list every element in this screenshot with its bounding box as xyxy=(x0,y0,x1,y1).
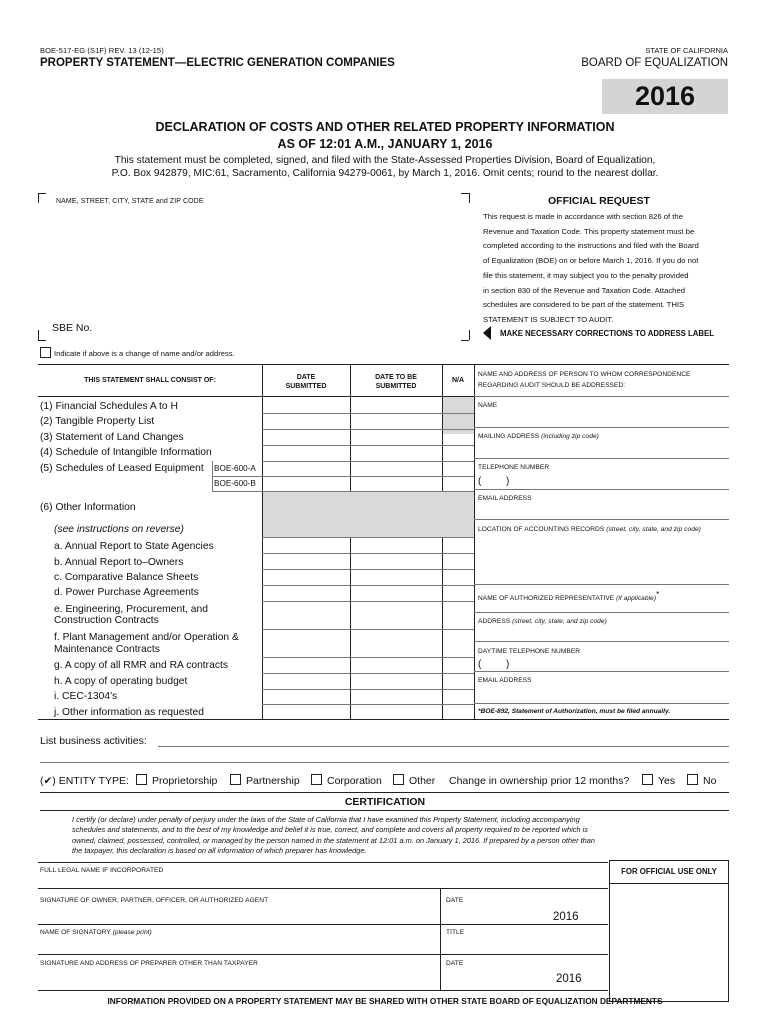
telephone-label: TELEPHONE NUMBER xyxy=(478,464,550,471)
col-date-to-be-submitted: DATE TO BE SUBMITTED xyxy=(375,374,417,390)
boe-600-a: BOE-600-A xyxy=(214,464,256,473)
no-label: No xyxy=(703,775,717,787)
consist-header: THIS STATEMENT SHALL CONSIST OF: xyxy=(84,377,216,384)
date-year-1: 2016 xyxy=(553,911,579,923)
sub-item-f-cont: Maintenance Contracts xyxy=(54,644,160,655)
certification-text: I certify (or declare) under penalty of perjury under the laws of the State of California that I have examined this Property Statement, including accompanying schedules and statements, and to the best of my knowledge and belief it is true, correct, and complete and covers all property required to be reported which is owned, claimed, possessed, controlled, or managed by the person named in the statement at 12:01 a.m. on January 1, 2016. If prepared by a person other than the taxpayer, this declaration is based on all information of which preparer has knowledge. xyxy=(72,815,596,856)
declaration-title: DECLARATION OF COSTS AND OTHER RELATED PROPERTY INFORMATION xyxy=(155,120,615,134)
corporation-label: Corporation xyxy=(327,775,382,787)
change-label: Indicate if above is a change of name and/or address. xyxy=(54,349,235,358)
form-title: PROPERTY STATEMENT—ELECTRIC GENERATION COMPANIES xyxy=(40,57,395,69)
auth-rep-label: NAME OF AUTHORIZED REPRESENTATIVE (if applicable)* xyxy=(478,590,660,603)
phone2-paren-open: ( xyxy=(478,659,482,670)
address-rep-label: ADDRESS (street, city, state, and zip code) xyxy=(478,618,607,625)
corporation-checkbox[interactable] xyxy=(311,774,322,785)
no-checkbox[interactable] xyxy=(687,774,698,785)
correspondence-header-1: NAME AND ADDRESS OF PERSON TO WHOM CORRESPONDENCE xyxy=(478,371,691,378)
boe892-note: *BOE-892, Statement of Authorization, must be filed annually. xyxy=(478,708,671,715)
col-date-submitted: DATE SUBMITTED xyxy=(285,374,327,390)
proprietorship-label: Proprietorship xyxy=(152,775,218,787)
proprietorship-checkbox[interactable] xyxy=(136,774,147,785)
mailing-label: MAILING ADDRESS (including zip code) xyxy=(478,433,599,440)
declaration-subtitle: AS OF 12:01 A.M., JANUARY 1, 2016 xyxy=(277,137,493,151)
signature-label: SIGNATURE OF OWNER, PARTNER, OFFICER, OR AUTHORIZED AGENT xyxy=(40,897,269,904)
yes-checkbox[interactable] xyxy=(642,774,653,785)
sub-item-i: i. CEC-1304's xyxy=(54,691,118,702)
daytime-phone-label: DAYTIME TELEPHONE NUMBER xyxy=(478,648,581,655)
item-intangible: (4) Schedule of Intangible Information xyxy=(40,447,212,458)
yes-label: Yes xyxy=(658,775,676,787)
arrow-left-icon xyxy=(482,326,492,340)
item-other-information: (6) Other Information xyxy=(40,502,136,513)
item-land-changes: (3) Statement of Land Changes xyxy=(40,432,184,443)
email2-label: EMAIL ADDRESS xyxy=(478,677,532,684)
ownership-change-question: Change in ownership prior 12 months? xyxy=(449,775,630,787)
col-na: N/A xyxy=(451,377,465,384)
see-instructions: (see instructions on reverse) xyxy=(54,524,184,535)
item-tangible-property: (2) Tangible Property List xyxy=(40,416,155,427)
sub-item-f: f. Plant Management and/or Operation & xyxy=(54,632,239,643)
official-use-box xyxy=(609,860,729,1002)
certification-title: CERTIFICATION xyxy=(344,796,426,808)
business-activities-label: List business activities: xyxy=(40,735,147,747)
sub-item-g: g. A copy of all RMR and RA contracts xyxy=(54,660,228,671)
date-year-2: 2016 xyxy=(556,973,582,985)
agency-label: BOARD OF EQUALIZATION xyxy=(581,57,728,69)
sbe-label: SBE No. xyxy=(52,322,93,334)
name-label: NAME xyxy=(478,402,498,409)
official-request-title: OFFICIAL REQUEST xyxy=(548,195,650,207)
business-activities-line[interactable] xyxy=(158,746,729,747)
other-label: Other xyxy=(409,775,436,787)
signatory-label: NAME OF SIGNATORY (please print) xyxy=(40,929,152,936)
state-label: STATE OF CALIFORNIA xyxy=(645,46,728,55)
title-label: TITLE xyxy=(446,929,465,936)
year: 2016 xyxy=(634,81,696,111)
entity-type-label: (✔) ENTITY TYPE: xyxy=(40,775,129,787)
form-id: BOE-517-EG (S1F) REV. 13 (12-15) xyxy=(40,46,164,55)
date-label-1: DATE xyxy=(446,897,464,904)
official-request-text: This request is made in accordance with section 826 of the Revenue and Taxation Code. This property statement must be completed according to the instructions and filed with the Board of Equalization (BOE) on or before March 1, 2016. If you do not file this statement, it may subject you to the penalty provided in section 830 of the Revenue and Taxation Code. Attached schedules are considered to be part of the statement. THIS STATEMENT IS SUBJECT TO AUDIT. xyxy=(483,212,699,324)
item-financial-schedules: (1) Financial Schedules A to H xyxy=(40,401,178,412)
location-label: LOCATION OF ACCOUNTING RECORDS (street, city, state, and zip code) xyxy=(478,526,701,533)
partnership-checkbox[interactable] xyxy=(230,774,241,785)
phone-paren-close: ) xyxy=(506,476,510,487)
sub-item-e: e. Engineering, Procurement, and xyxy=(54,604,208,615)
sub-item-d: d. Power Purchase Agreements xyxy=(54,587,199,598)
footer-notice: INFORMATION PROVIDED ON A PROPERTY STATEMENT MAY BE SHARED WITH OTHER STATE BOARD OF EQUALIZATION DEPARTMENTS xyxy=(107,996,663,1006)
partnership-label: Partnership xyxy=(246,775,300,787)
other-checkbox[interactable] xyxy=(393,774,404,785)
legal-name-label: FULL LEGAL NAME IF INCORPORATED xyxy=(40,867,164,874)
sub-item-e-cont: Construction Contracts xyxy=(54,615,159,626)
intro-line-1: This statement must be completed, signed, and filed with the State-Assessed Properties Division, Board of Equalization, xyxy=(114,155,656,166)
item-leased-equipment: (5) Schedules of Leased Equipment xyxy=(40,463,204,474)
intro-line-2: P.O. Box 942879, MIC:61, Sacramento, California 94279-0061, by March 1, 2016. Omit cents; round to the nearest dollar. xyxy=(111,168,659,179)
date-label-2: DATE xyxy=(446,960,464,967)
email-label: EMAIL ADDRESS xyxy=(478,495,532,502)
boe-600-b: BOE-600-B xyxy=(214,479,256,488)
phone2-paren-close: ) xyxy=(506,659,510,670)
preparer-label: SIGNATURE AND ADDRESS OF PREPARER OTHER THAN TAXPAYER xyxy=(40,960,258,967)
address-label: NAME, STREET, CITY, STATE and ZIP CODE xyxy=(56,198,204,205)
official-use-label: FOR OFFICIAL USE ONLY xyxy=(610,861,728,884)
correspondence-header-2: REGARDING AUDIT SHOULD BE ADDRESSED: xyxy=(478,382,626,389)
year-box xyxy=(602,79,728,114)
phone-paren-open: ( xyxy=(478,476,482,487)
change-checkbox[interactable] xyxy=(40,347,51,358)
sub-item-h: h. A copy of operating budget xyxy=(54,676,188,687)
sub-item-c: c. Comparative Balance Sheets xyxy=(54,572,199,583)
sub-item-b: b. Annual Report to–Owners xyxy=(54,557,184,568)
sub-item-a: a. Annual Report to State Agencies xyxy=(54,541,214,552)
corrections-label: MAKE NECESSARY CORRECTIONS TO ADDRESS LABEL xyxy=(500,329,715,338)
sub-item-j: j. Other information as requested xyxy=(54,707,204,718)
